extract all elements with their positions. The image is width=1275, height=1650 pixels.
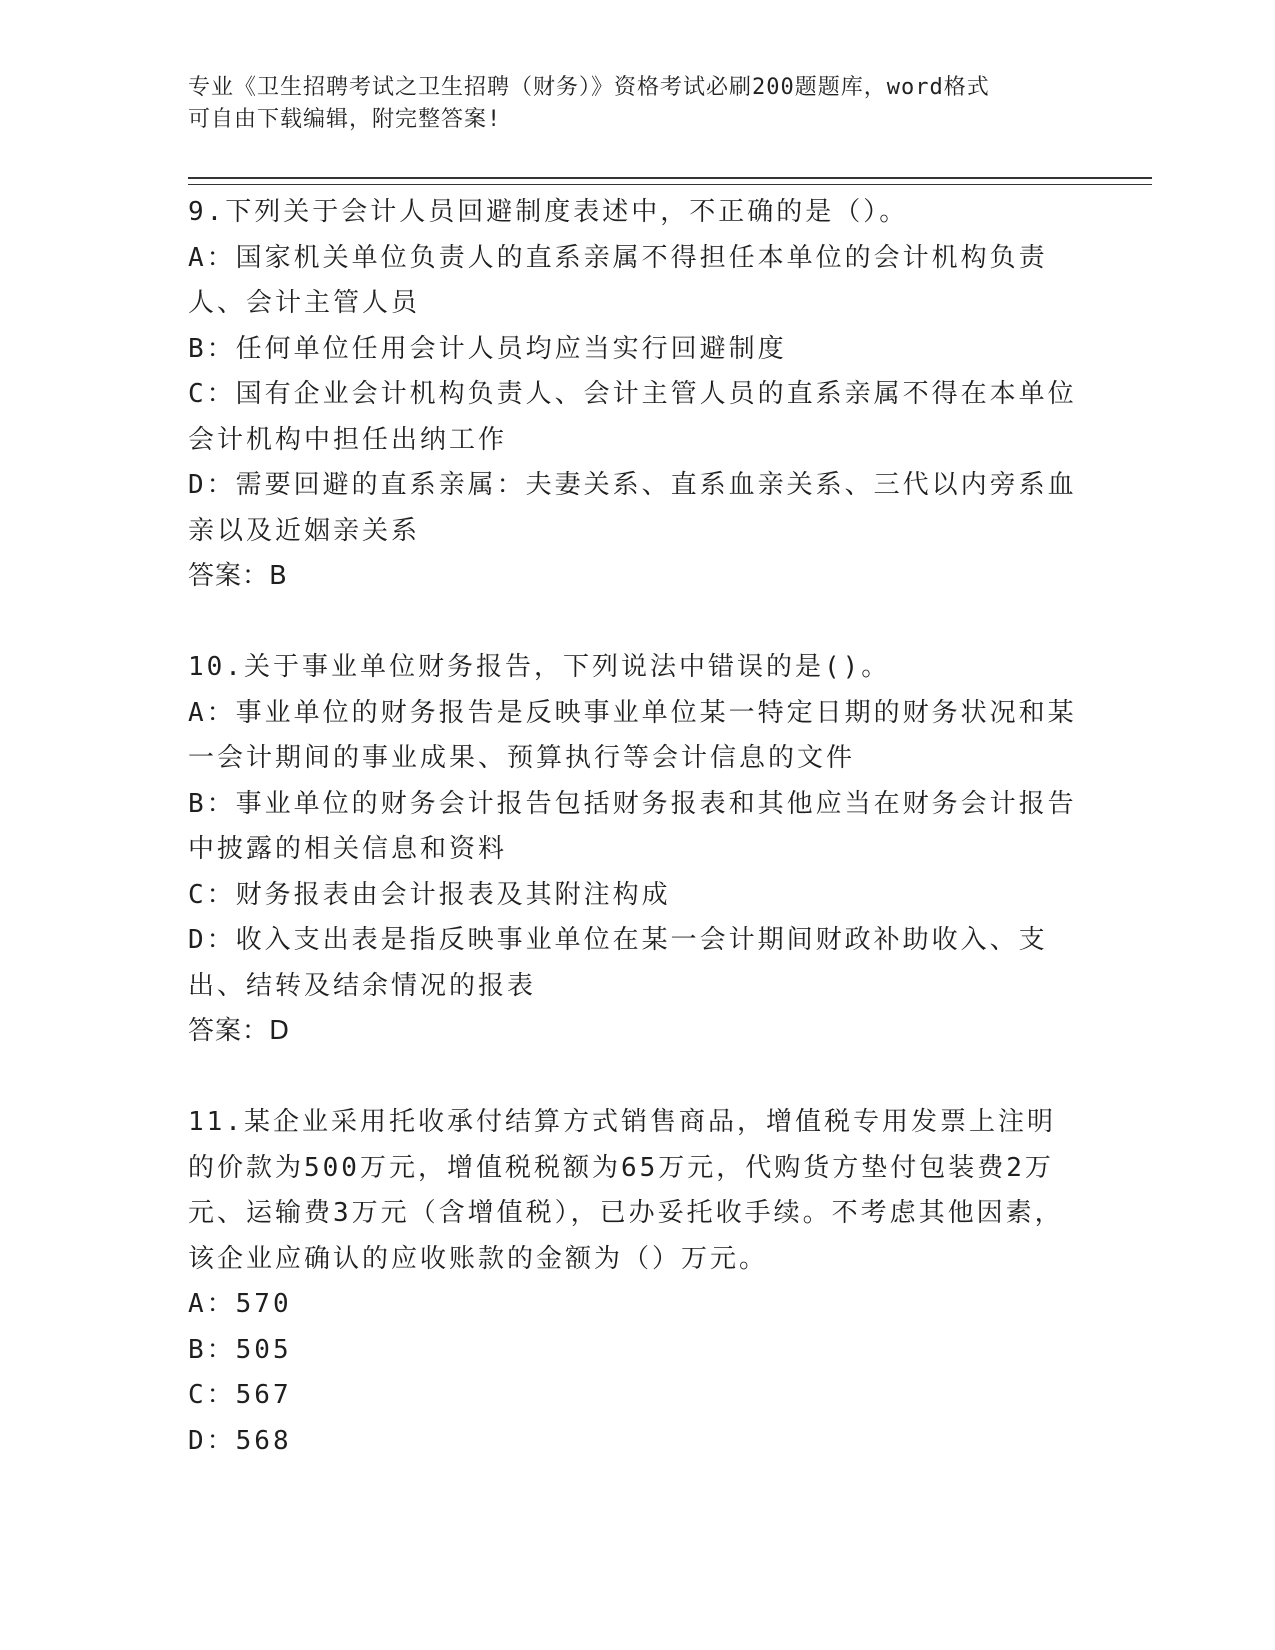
option-c: C：国有企业会计机构负责人、会计主管人员的直系亲属不得在本单位会计机构中担任出纳工作 <box>188 379 1077 455</box>
option-d: D：收入支出表是指反映事业单位在某一会计期间财政补助收入、支出、结转及结余情况的报表 <box>188 925 1048 1001</box>
document-header <box>188 72 1068 136</box>
answer: 答案：D <box>188 1016 291 1046</box>
option-d: D：568 <box>188 1425 292 1456</box>
question-10 <box>188 645 1078 1055</box>
header-title-line-1: 专业《卫生招聘考试之卫生招聘（财务）》资格考试必刷200题题库，word格式 <box>188 75 990 100</box>
option-d: D：需要回避的直系亲属：夫妻关系、直系血亲关系、三代以内旁系血亲以及近姻亲关系 <box>188 470 1077 546</box>
option-c: C：财务报表由会计报表及其附注构成 <box>188 879 671 910</box>
header-divider <box>188 177 1152 185</box>
option-a: A：570 <box>188 1289 292 1319</box>
spacer <box>188 600 1078 646</box>
option-c: C：567 <box>188 1380 292 1410</box>
question-stem: 10.关于事业单位财务报告，下列说法中错误的是()。 <box>188 652 891 682</box>
option-a: A：事业单位的财务报告是反映事业单位某一特定日期的财务状况和某一会计期间的事业成果、预算执行等会计信息的文件 <box>188 697 1077 773</box>
option-b: B：事业单位的财务会计报告包括财务报表和其他应当在财务会计报告中披露的相关信息和资料 <box>188 788 1077 864</box>
option-a: A：国家机关单位负责人的直系亲属不得担任本单位的会计机构负责人、会计主管人员 <box>188 242 1048 318</box>
spacer <box>188 1055 1078 1101</box>
question-list <box>188 190 1078 1464</box>
question-stem: 11.某企业采用托收承付结算方式销售商品，增值税专用发票上注明的价款为500万元，增值税税额为65万元，代购货方垫付包装费2万元、运输费3万元（含增值税），已办妥托收手续。不考虑其他因素，该企业应确认的应收账款的金额为（）万元。 <box>188 1107 1064 1274</box>
option-b: B：任何单位任用会计人员均应当实行回避制度 <box>188 333 787 364</box>
option-b: B：505 <box>188 1334 292 1365</box>
header-title-line-2: 可自由下载编辑，附完整答案! <box>188 107 502 132</box>
question-11 <box>188 1100 1078 1464</box>
answer: 答案：B <box>188 561 288 591</box>
question-9 <box>188 190 1078 600</box>
question-stem: 9.下列关于会计人员回避制度表述中，不正确的是（）。 <box>188 197 909 227</box>
